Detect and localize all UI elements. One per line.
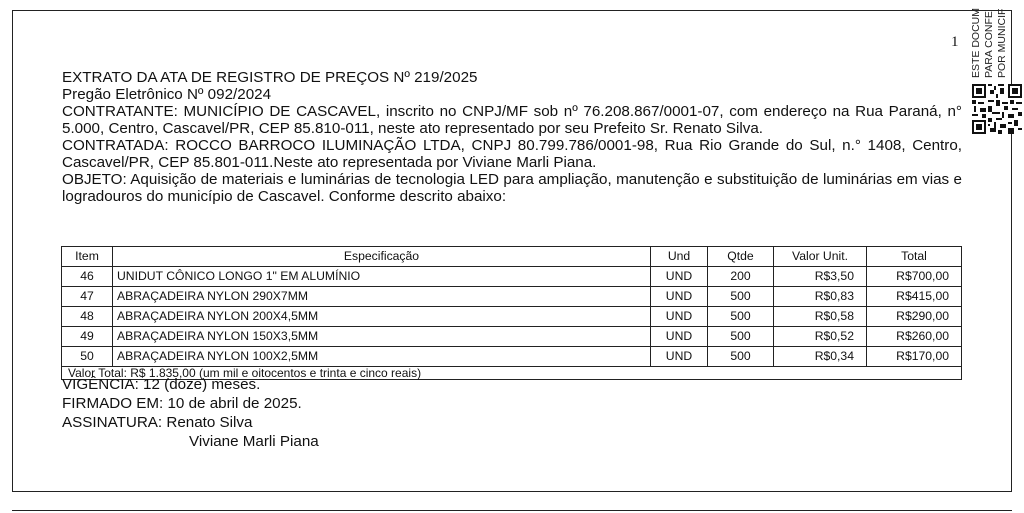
table-row [62,267,962,287]
assinatura-line: ASSINATURA: Renato Silva [62,414,253,431]
objeto-paragraph: OBJETO: Aquisição de materiais e luminárias de tecnologia LED para ampliação, manutenção e substituição de luminárias em vias e logradouros do município de Cascavel. Conforme descrito abaixo: [62,171,962,205]
contratada-paragraph: CONTRATADA: ROCCO BARROCO ILUMINAÇÃO LTDA, CNPJ 80.799.786/0001-98, Rua Rio Grande do Sul, n.° 1408, Centro, Cascavel/PR, CEP 85.801-011.Neste ato representada por Viviane Marli Piana. [62,137,962,171]
firmado-line: FIRMADO EM: 10 de abril de 2025. [62,395,302,412]
cell-unit-value: R$3,50 [774,267,867,287]
assinatura-second-signer: Viviane Marli Piana [189,433,319,450]
cell-qtde: 500 [708,327,774,347]
cell-qtde: 500 [708,347,774,367]
cell-total: R$170,00 [867,347,962,367]
cell-qtde: 200 [708,267,774,287]
table-header-row [62,247,962,267]
header-qtde: Qtde [708,247,774,267]
document-title: EXTRATO DA ATA DE REGISTRO DE PREÇOS Nº 219/2025 [62,69,478,86]
header-unit-value: Valor Unit. [774,247,867,267]
page-number: 1 [951,34,959,50]
cell-total: R$700,00 [867,267,962,287]
cell-item: 50 [62,347,113,367]
header-total: Total [867,247,962,267]
header-item: Item [62,247,113,267]
cell-item: 47 [62,287,113,307]
cell-item: 49 [62,327,113,347]
contratante-paragraph: CONTRATANTE: MUNICÍPIO DE CASCAVEL, inscrito no CNPJ/MF sob nº 76.208.867/0001-07, com endereço na Rua Paraná, n° 5.000, Centro, Cascavel/PR, CEP 85.810-011, neste ato representado por seu Prefeito Sr. Renato Silva. [62,103,962,137]
table-row [62,347,962,367]
cell-spec: ABRAÇADEIRA NYLON 200X4,5MM [113,307,651,327]
table-row [62,287,962,307]
cell-spec: ABRAÇADEIRA NYLON 100X2,5MM [113,347,651,367]
side-verification-text [968,0,1024,80]
table-row [62,307,962,327]
bottom-divider [12,510,1012,511]
side-text-line-1: ESTE DOCUM [970,7,982,78]
cell-und: UND [651,267,708,287]
qr-code-icon [972,84,1022,134]
extract-footer [62,375,319,451]
cell-total: R$290,00 [867,307,962,327]
cell-total: R$415,00 [867,287,962,307]
side-text-line-2: PARA CONFE [983,11,995,78]
cell-und: UND [651,327,708,347]
cell-spec: ABRAÇADEIRA NYLON 290X7MM [113,287,651,307]
items-table [61,246,962,380]
cell-item: 48 [62,307,113,327]
pregao-line: Pregão Eletrônico Nº 092/2024 [62,86,272,103]
table-row [62,327,962,347]
cell-unit-value: R$0,83 [774,287,867,307]
cell-und: UND [651,307,708,327]
cell-qtde: 500 [708,287,774,307]
cell-und: UND [651,347,708,367]
cell-unit-value: R$0,52 [774,327,867,347]
cell-und: UND [651,287,708,307]
cell-spec: ABRAÇADEIRA NYLON 150X3,5MM [113,327,651,347]
header-spec: Especificação [113,247,651,267]
cell-unit-value: R$0,34 [774,347,867,367]
vigencia-line: VIGÊNCIA: 12 (doze) meses. [62,376,261,393]
header-und: Und [651,247,708,267]
cell-qtde: 500 [708,307,774,327]
side-text-line-3: POR MUNICIF [996,8,1008,78]
cell-item: 46 [62,267,113,287]
valor-total: Valor Total: R$ 1.835,00 (um mil e oitocentos e trinta e cinco reais) [62,367,962,380]
cell-unit-value: R$0,58 [774,307,867,327]
cell-spec: UNIDUT CÔNICO LONGO 1" EM ALUMÍNIO [113,267,651,287]
extract-body [62,69,962,205]
cell-total: R$260,00 [867,327,962,347]
